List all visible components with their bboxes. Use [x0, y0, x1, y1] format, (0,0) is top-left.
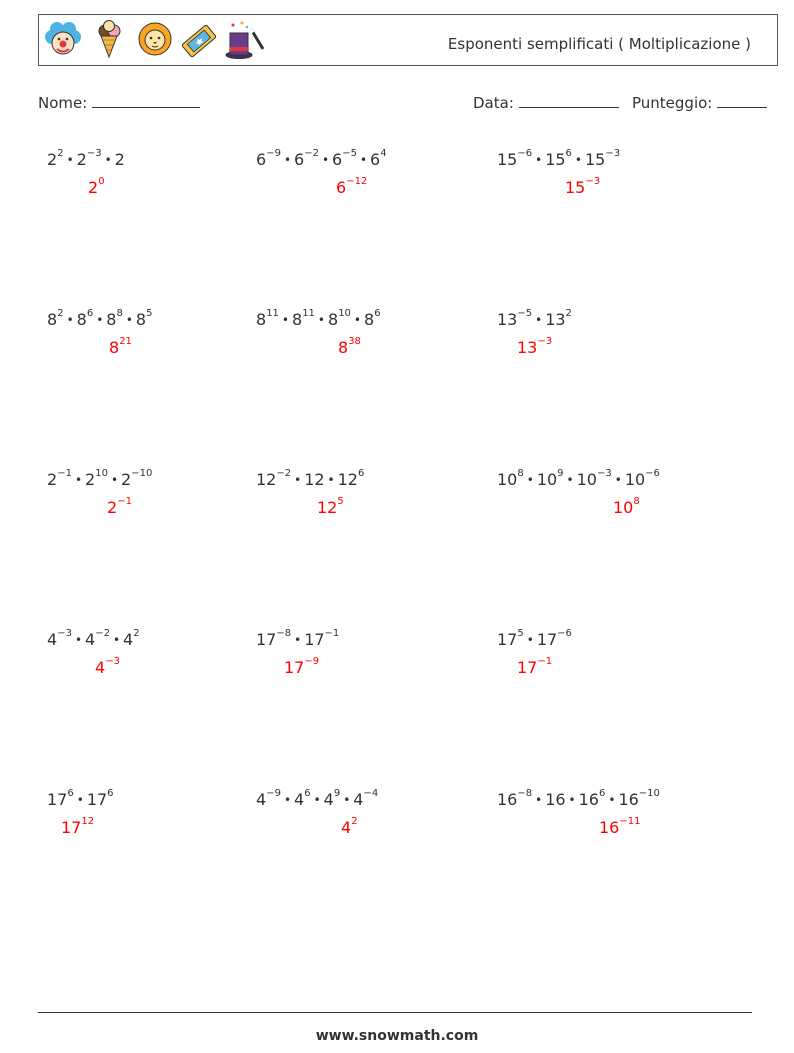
answer-base: 17	[284, 658, 305, 677]
ice-cream-icon	[95, 19, 125, 63]
answer-exponent: 5	[337, 495, 344, 507]
term-exponent: −1	[324, 627, 340, 639]
answer-base: 16	[599, 818, 620, 837]
ticket-icon	[179, 19, 219, 63]
term-base: 6	[294, 150, 305, 169]
answer	[317, 495, 344, 517]
term-base: 4	[85, 630, 96, 649]
answer-exponent: 38	[348, 335, 361, 347]
multiply-dot: •	[574, 153, 582, 167]
problem-expression	[256, 467, 365, 489]
footer-divider	[38, 1012, 752, 1013]
term-base: 8	[364, 310, 375, 329]
term-base: 17	[86, 790, 108, 809]
multiply-dot: •	[321, 153, 330, 167]
footer-url: www.snowmath.com	[315, 1028, 479, 1044]
term-base: 15	[585, 150, 606, 169]
answer	[517, 655, 553, 677]
term-exponent: −9	[266, 147, 281, 159]
multiply-dot: •	[526, 633, 534, 647]
term-exponent: −10	[131, 467, 153, 479]
problem-expression	[47, 787, 114, 809]
term-exponent: 6	[374, 307, 381, 319]
term-base: 6	[332, 150, 343, 169]
multiply-dot: •	[104, 153, 112, 167]
term-exponent: −8	[276, 627, 292, 639]
term-base: 2	[114, 150, 125, 169]
term-exponent: −2	[276, 467, 292, 479]
term-base: 10	[576, 470, 597, 489]
term-base: 10	[624, 470, 646, 489]
answer-base: 15	[565, 178, 586, 197]
term-exponent: 8	[517, 467, 524, 479]
term-base: 2	[47, 150, 58, 169]
term-base: 8	[106, 310, 117, 329]
term-exponent: 2	[57, 147, 64, 159]
term-exponent: 9	[333, 787, 341, 799]
term-base: 10	[497, 470, 518, 489]
term-exponent: 11	[266, 307, 279, 319]
term-base: 17	[256, 630, 277, 649]
multiply-dot: •	[359, 153, 368, 167]
term-base: 16	[618, 790, 639, 809]
problem-expression	[256, 307, 381, 329]
term-exponent: 11	[302, 307, 315, 319]
term-base: 15	[545, 150, 566, 169]
answer	[336, 175, 368, 197]
term-base: 4	[353, 790, 364, 809]
term-exponent: −5	[517, 307, 533, 319]
answer-base: 6	[336, 178, 347, 197]
multiply-dot: •	[327, 473, 335, 487]
date-field	[473, 93, 619, 112]
term-base: 15	[497, 150, 518, 169]
multiply-dot: •	[566, 473, 574, 487]
multiply-dot: •	[353, 313, 361, 327]
date-label: Data:	[473, 94, 514, 112]
term-base: 2	[85, 470, 96, 489]
multiply-dot: •	[76, 793, 84, 807]
multiply-dot: •	[125, 313, 133, 327]
multiply-dot: •	[535, 793, 543, 807]
term-base: 6	[256, 150, 267, 169]
term-base: 17	[497, 630, 518, 649]
multiply-dot: •	[608, 793, 616, 807]
worksheet-title: Esponenti semplificati ( Moltiplicazione )	[447, 35, 751, 53]
multiply-dot: •	[66, 153, 74, 167]
term-exponent: 6	[565, 147, 572, 159]
multiply-dot: •	[110, 473, 119, 487]
term-base: 10	[536, 470, 558, 489]
multiply-dot: •	[343, 793, 351, 807]
term-base: 4	[294, 790, 305, 809]
term-base: 16	[578, 790, 599, 809]
term-base: 12	[304, 470, 325, 489]
multiply-dot: •	[96, 313, 104, 327]
multiply-dot: •	[294, 633, 302, 647]
term-base: 2	[121, 470, 132, 489]
term-base: 8	[292, 310, 303, 329]
term-base: 4	[47, 630, 58, 649]
answer	[613, 495, 640, 517]
multiply-dot: •	[112, 633, 121, 647]
term-exponent: 2	[133, 627, 140, 639]
term-exponent: −6	[557, 627, 572, 639]
term-exponent: −2	[304, 147, 319, 159]
answer	[88, 175, 105, 197]
term-base: 17	[47, 790, 68, 809]
answer-base: 17	[517, 658, 538, 677]
magic-hat-icon	[223, 19, 267, 63]
term-base: 13	[545, 310, 566, 329]
answer-exponent: −11	[619, 815, 641, 827]
term-base: 8	[328, 310, 339, 329]
answer-exponent: 8	[633, 495, 640, 507]
term-base: 8	[76, 310, 87, 329]
answer	[341, 815, 358, 837]
term-exponent: −2	[95, 627, 110, 639]
term-base: 2	[76, 150, 87, 169]
answer-exponent: 0	[98, 175, 105, 187]
problem-expression	[497, 787, 660, 809]
answer-exponent: −1	[117, 495, 132, 507]
answer	[599, 815, 641, 837]
term-exponent: 9	[557, 467, 564, 479]
multiply-dot: •	[526, 473, 534, 487]
problem-expression	[497, 627, 572, 649]
term-base: 2	[47, 470, 58, 489]
name-field	[38, 93, 200, 112]
lion-icon	[135, 19, 175, 63]
term-exponent: −10	[638, 787, 660, 799]
problem-expression	[256, 147, 387, 169]
problem-expression	[497, 307, 572, 329]
problem-expression	[47, 307, 153, 329]
multiply-dot: •	[535, 313, 543, 327]
clown-icon	[43, 19, 83, 63]
term-exponent: 8	[116, 307, 123, 319]
term-base: 12	[337, 470, 358, 489]
answer	[517, 335, 553, 357]
problem-expression	[47, 147, 125, 169]
answer-exponent: −1	[537, 655, 553, 667]
term-exponent: 6	[357, 467, 365, 479]
term-exponent: −3	[86, 147, 102, 159]
term-exponent: 4	[380, 147, 387, 159]
answer-base: 10	[613, 498, 634, 517]
term-base: 17	[304, 630, 325, 649]
answer	[565, 175, 601, 197]
name-label: Nome:	[38, 94, 88, 112]
term-base: 4	[323, 790, 334, 809]
term-exponent: −6	[645, 467, 660, 479]
multiply-dot: •	[294, 473, 302, 487]
answer-exponent: 2	[351, 815, 358, 827]
term-base: 16	[545, 790, 566, 809]
term-base: 6	[370, 150, 381, 169]
answer	[95, 655, 120, 677]
term-exponent: 5	[517, 627, 524, 639]
multiply-dot: •	[281, 313, 289, 327]
multiply-dot: •	[74, 633, 83, 647]
term-exponent: 6	[86, 307, 94, 319]
multiply-dot: •	[535, 153, 543, 167]
answer-base: 4	[95, 658, 106, 677]
multiply-dot: •	[317, 313, 325, 327]
term-exponent: −3	[57, 627, 72, 639]
multiply-dot: •	[283, 153, 292, 167]
answer	[61, 815, 95, 837]
term-exponent: 6	[304, 787, 311, 799]
term-base: 13	[497, 310, 518, 329]
term-base: 12	[256, 470, 277, 489]
term-exponent: 10	[95, 467, 108, 479]
problem-expression	[497, 467, 660, 489]
multiply-dot: •	[283, 793, 292, 807]
answer	[107, 495, 132, 517]
term-exponent: −5	[342, 147, 357, 159]
term-base: 8	[135, 310, 147, 329]
term-exponent: 6	[67, 787, 74, 799]
term-base: 4	[123, 630, 134, 649]
problem-expression	[47, 467, 153, 489]
term-base: 8	[256, 310, 267, 329]
answer-exponent: −3	[585, 175, 601, 187]
answer-exponent: −9	[304, 655, 320, 667]
term-exponent: −1	[57, 467, 72, 479]
multiply-dot: •	[74, 473, 83, 487]
answer-base: 12	[317, 498, 338, 517]
term-exponent: −4	[363, 787, 379, 799]
problem-expression	[497, 147, 621, 169]
answer-exponent: 21	[119, 335, 132, 347]
answer-base: 2	[88, 178, 99, 197]
term-exponent: −3	[605, 147, 621, 159]
answer-base: 8	[338, 338, 349, 357]
multiply-dot: •	[614, 473, 622, 487]
answer-base: 17	[61, 818, 82, 837]
term-exponent: −3	[596, 467, 612, 479]
term-base: 16	[497, 790, 518, 809]
term-base: 8	[47, 310, 58, 329]
term-base: 4	[256, 790, 267, 809]
problem-expression	[256, 627, 340, 649]
answer	[109, 335, 132, 357]
answer-base: 8	[109, 338, 120, 357]
name-blank[interactable]	[92, 93, 200, 108]
score-field	[632, 93, 767, 112]
term-exponent: −8	[517, 787, 533, 799]
problem-expression	[47, 627, 140, 649]
answer-base: 13	[517, 338, 538, 357]
answer	[284, 655, 320, 677]
multiply-dot: •	[66, 313, 74, 327]
answer	[338, 335, 361, 357]
term-exponent: 6	[598, 787, 606, 799]
answer-exponent: 12	[81, 815, 95, 827]
multiply-dot: •	[568, 793, 576, 807]
term-base: 17	[536, 630, 558, 649]
term-exponent: 5	[146, 307, 153, 319]
answer-exponent: −12	[346, 175, 368, 187]
problem-expression	[256, 787, 379, 809]
answer-base: 4	[341, 818, 352, 837]
worksheet-header	[38, 14, 778, 66]
term-exponent: 2	[57, 307, 64, 319]
answer-exponent: −3	[105, 655, 120, 667]
score-label: Punteggio:	[632, 94, 713, 112]
term-exponent: 2	[565, 307, 572, 319]
answer-base: 2	[107, 498, 118, 517]
term-exponent: 10	[338, 307, 351, 319]
answer-exponent: −3	[537, 335, 553, 347]
term-exponent: −6	[517, 147, 533, 159]
date-blank[interactable]	[519, 93, 619, 108]
score-blank[interactable]	[717, 93, 767, 108]
term-exponent: −9	[266, 787, 281, 799]
multiply-dot: •	[313, 793, 321, 807]
term-exponent: 6	[107, 787, 114, 799]
